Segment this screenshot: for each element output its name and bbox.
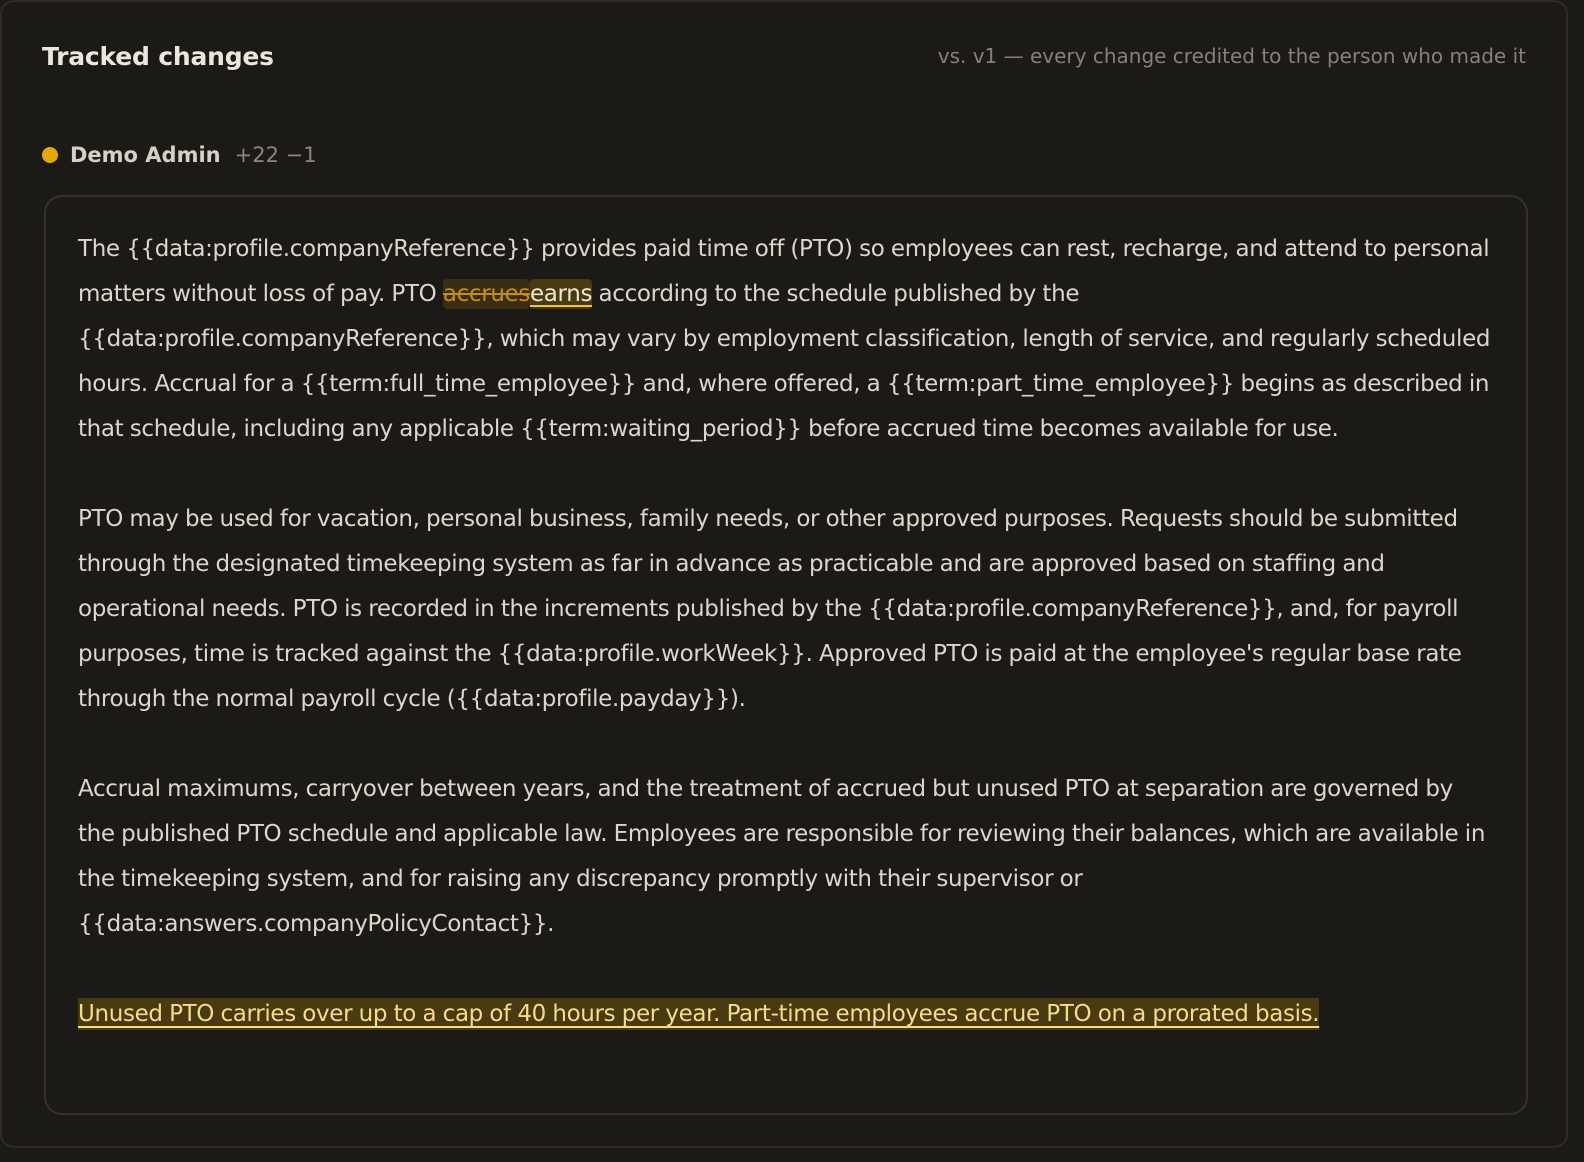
author-name: Demo Admin [70, 143, 221, 167]
comparison-caption: vs. v1 — every change credited to the person who made it [937, 44, 1526, 68]
paragraph-1 [78, 227, 1494, 452]
inserted-paragraph[interactable]: Unused PTO carries over up to a cap of 40 hours per year. Part-time employees accrue PTO on a prorated basis. [78, 998, 1319, 1030]
paragraph-2: PTO may be used for vacation, personal business, family needs, or other approved purposes. Requests should be submitted through the designated timekeeping system as far in advance as practicable and are approved based on staffing and operational needs. PTO is recorded in the increments published by the {{data:profile.companyReference}}, and, for payroll purposes, time is tracked against the {{data:profile.workWeek}}. Approved PTO is paid at the employee's regular base rate through the normal payroll cycle ({{data:profile.payday}}). [78, 506, 1462, 712]
paragraph-1-text-before: The {{data:profile.companyReference}} provides paid time off (PTO) so employees can rest, recharge, and attend to personal matters without loss of pay. PTO [78, 236, 1490, 307]
paragraph-1-text-after: according to the schedule published by the {{data:profile.companyReference}}, which may vary by employment classification, length of service, and regularly scheduled hours. Accrual for a {{term:full_time_employee}} and, where offered, a {{term:part_time_employee}} begins as described in that schedule, including any applicable {{term:waiting_period}} before accrued time becomes available for use. [78, 281, 1491, 442]
author-color-dot-icon [42, 147, 58, 163]
inserted-text[interactable]: earns [529, 281, 593, 307]
document-body [44, 195, 1528, 1115]
paragraph-4 [78, 992, 1494, 1037]
panel-title: Tracked changes [42, 41, 274, 71]
panel-header [42, 36, 1526, 76]
paragraph-3: Accrual maximums, carryover between years, and the treatment of accrued but unused PTO at separation are governed by the published PTO schedule and applicable law. Employees are responsible for reviewing their balances, which are available in the timekeeping system, and for raising any discrepancy promptly with their supervisor or {{data:answers.companyPolicyContact}}. [78, 776, 1486, 937]
author-change-stats: +22 −1 [234, 143, 317, 167]
author-row[interactable] [42, 138, 317, 172]
deleted-text[interactable]: accrues [442, 281, 530, 307]
